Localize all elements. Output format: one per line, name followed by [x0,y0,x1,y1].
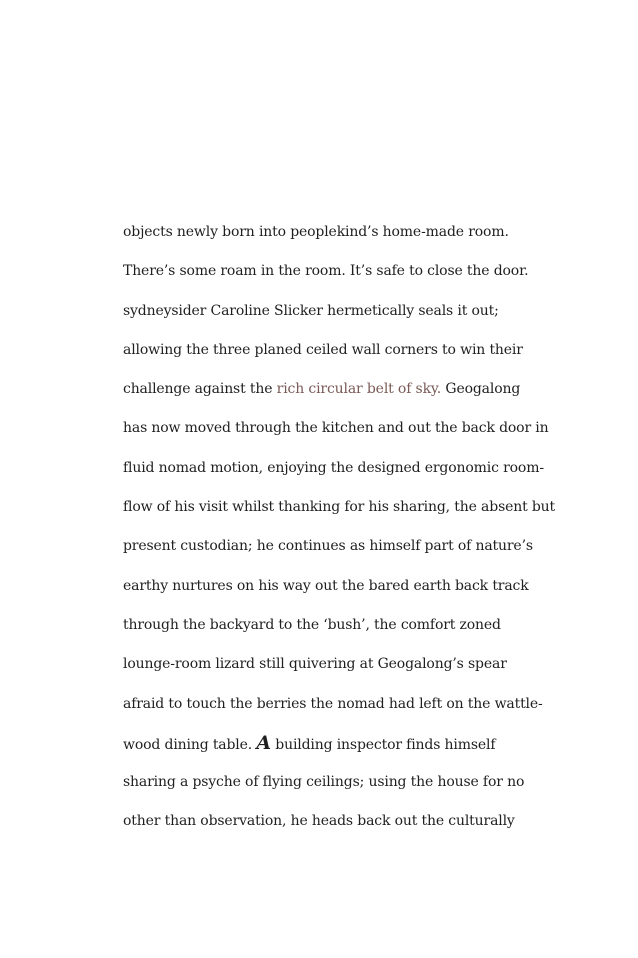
text-segment: building inspector finds himself [270,736,496,753]
text-segment: fluid nomad motion, enjoying the designed ergonomic room- [123,459,544,476]
text-segment: sydneysider Caroline Slicker hermetically seals it out; [123,302,499,319]
text-line [123,811,543,850]
text-line [123,772,543,811]
text-segment: allowing the three planed ceiled wall corners to win their [123,341,523,358]
text-segment: wood dining table. [123,736,257,753]
text-line [123,694,543,733]
text-line [123,615,543,654]
text-segment: lounge-room lizard still quivering at Geogalong’s spear [123,656,507,673]
text-line [123,340,543,379]
text-line [123,497,556,536]
body-text [123,222,556,851]
text-segment: other than observation, he heads back out the culturally [123,813,515,830]
text-line [123,458,543,497]
text-line [123,301,543,340]
text-line [123,261,543,300]
text-line [123,379,543,418]
text-line [123,576,543,615]
decorative-initial: A [256,731,271,754]
text-line [123,536,543,575]
text-segment: There’s some roam in the room. It’s safe to close the door. [123,263,529,280]
text-segment: Geogalong [441,381,521,398]
text-segment: challenge against the [123,381,277,398]
highlighted-phrase: rich circular belt of sky. [276,381,442,398]
text-segment: earthy nurtures on his way out the bared earth back track [123,577,529,594]
text-segment: has now moved through the kitchen and out the back door in [123,420,549,437]
text-segment: afraid to touch the berries the nomad had left on the wattle- [123,695,543,712]
text-segment: objects newly born into peoplekind’s home-made room. [123,224,509,240]
text-line [123,654,543,693]
text-line [123,418,549,457]
text-segment: present custodian; he continues as himself part of nature’s [123,538,533,555]
text-segment: flow of his visit whilst thanking for his sharing, the absent but [123,499,556,516]
text-line [123,733,543,772]
text-segment: sharing a psyche of flying ceilings; using the house for no [123,774,525,791]
text-line [123,222,543,261]
text-segment: through the backyard to the ‘bush’, the comfort zoned [123,616,501,633]
